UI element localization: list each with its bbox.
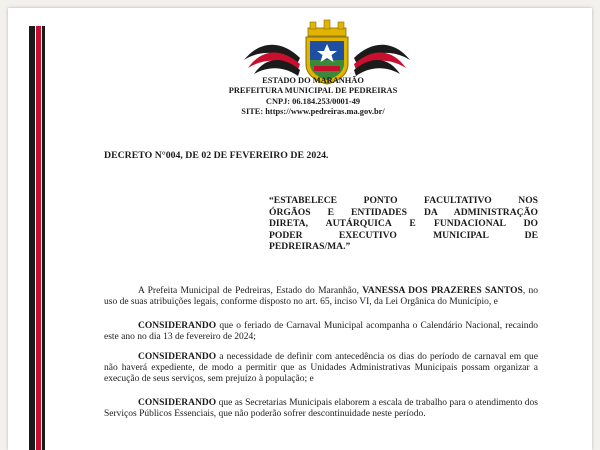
side-stripe-red — [36, 26, 41, 450]
decree-body — [104, 286, 538, 433]
preamble-paragraph — [104, 286, 538, 309]
state-name: ESTADO DO MARANHÃO — [262, 76, 364, 85]
decree-title: DECRETO N°004, DE 02 DE FEVEREIRO DE 2024. — [104, 150, 329, 161]
side-stripe-black — [29, 26, 35, 450]
paragraph-text: que as Secretarias Municipais elaborem a escala de trabalho para o atendimento dos Serviços Públicos Essenciais, que não poderão sofrer descontinuidade neste período. — [104, 397, 538, 420]
paragraph-text: que o feriado de Carnaval Municipal acompanha o Calendário Nacional, recaindo este ano no dia 13 de fevereiro de 2024; — [104, 320, 538, 343]
paragraph-text: , no uso de suas atribuições legais, conforme disposto no art. 65, inciso VI, da Lei Orgânica do Município, e — [104, 286, 539, 308]
mayor-name: VANESSA DOS PRAZERES SANTOS — [362, 286, 523, 296]
ementa-line: “ESTABELECE PONTO FACULTATIVO NOS — [269, 195, 538, 206]
considerando-paragraph — [104, 352, 538, 386]
side-stripe-black-thin — [42, 26, 45, 450]
paragraph-text: a necessidade de definir com antecedência os dias do período de carnaval em que não haverá expediente, de modo a permitir que as Unidades Administrativas Municipais possam organizar a execução de seus serviços, sem prejuízo à população; e — [104, 351, 538, 385]
document-page — [8, 8, 592, 450]
considerando-paragraph — [104, 398, 538, 421]
considerando-label: CONSIDERANDO — [138, 351, 217, 362]
cnpj-line: CNPJ: 06.184.253/0001-49 — [265, 96, 361, 106]
ementa-line: PEDREIRAS/MA.” — [269, 241, 351, 253]
considerando-label: CONSIDERANDO — [138, 397, 217, 408]
municipality-name: PREFEITURA MUNICIPAL DE PEDREIRAS — [228, 86, 398, 96]
ementa-line: ÓRGÃOS E ENTIDADES DA ADMINISTRAÇÃO — [269, 206, 538, 218]
paragraph-text: A Prefeita Municipal de Pedreiras, Estado do Maranhão, — [138, 286, 363, 296]
ementa-line: PODER EXECUTIVO MUNICIPAL DE — [269, 229, 538, 241]
considerando-label: CONSIDERANDO — [138, 320, 217, 331]
decree-ementa — [269, 195, 538, 253]
considerando-paragraph — [104, 321, 538, 344]
site-line: SITE: https://www.pedreiras.ma.gov.br/ — [241, 107, 385, 117]
ementa-line: DIRETA, AUTÁRQUICA E FUNDACIONAL DO — [269, 218, 538, 230]
letterhead — [158, 76, 468, 118]
